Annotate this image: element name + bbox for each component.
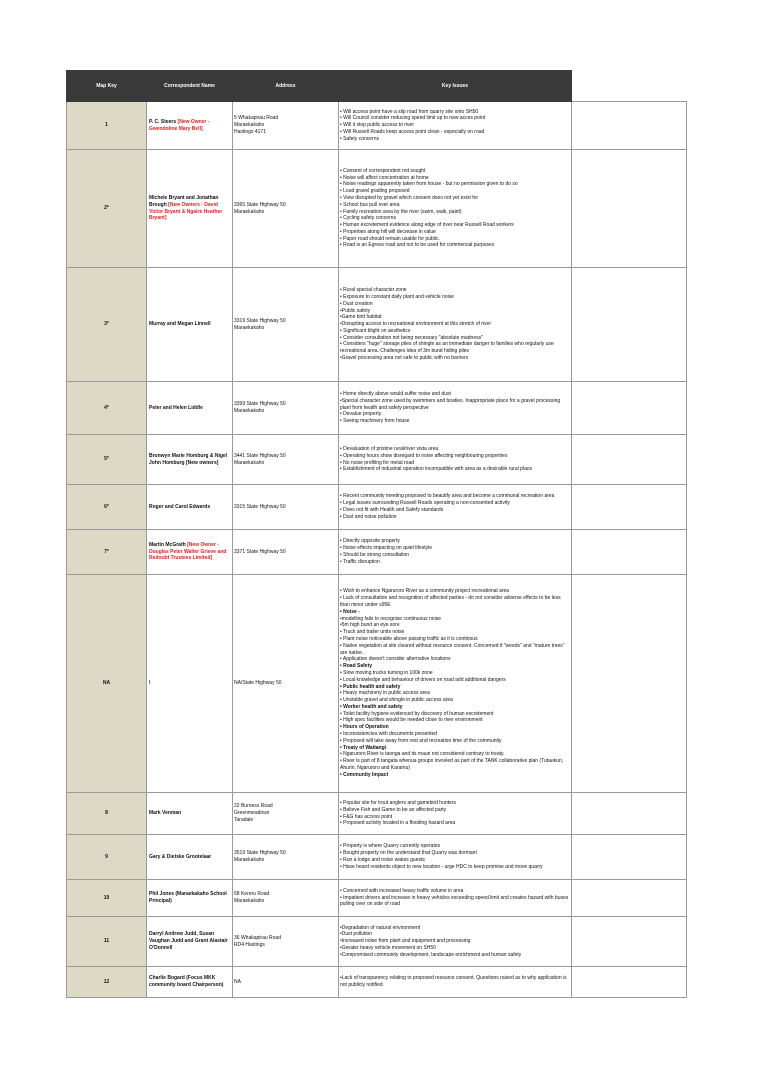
issue-item: • Legal issues surrounding Russell Roads operating a non-consented activity bbox=[340, 500, 510, 507]
correspondent-name: Martin McGrath bbox=[149, 541, 186, 548]
address-line: 3371 State Highway 50 bbox=[234, 548, 286, 555]
correspondent-name: P. C. Steers bbox=[149, 118, 177, 125]
correspondent-name-cell bbox=[147, 575, 233, 793]
blank-cell bbox=[572, 793, 687, 835]
issue-item: •Gravel processing area not safe to public with no barriers bbox=[340, 355, 469, 362]
issue-item: • Property is where Quarry currently operates bbox=[340, 843, 441, 850]
issue-item: •Disrupting access to recreational environment at this stretch of river bbox=[340, 321, 491, 328]
address-line: Taradale bbox=[234, 816, 254, 823]
blank-cell bbox=[572, 967, 687, 998]
address-line: Hastings 4171 bbox=[234, 128, 266, 135]
issue-item: • Ngaruroro River is taonga and its mauri not considered contrary to treaty. bbox=[340, 751, 505, 758]
key-issues-cell bbox=[339, 575, 572, 793]
issue-item: • Unstable gravel and shingle in public access area bbox=[340, 697, 453, 704]
correspondent-name: Mark Venman bbox=[149, 810, 182, 817]
issue-item: • Application doesn't consider alternative locations bbox=[340, 656, 451, 663]
address-cell bbox=[233, 382, 339, 435]
issue-item: •Lack of transparency relating to proposed resource consent. Questions raised as to why application is not publicly notified. bbox=[340, 975, 567, 988]
issue-item: • Operating hours show disregard to noise affecting neighbouring properties bbox=[340, 452, 508, 459]
issue-item: •Game bird habitat bbox=[340, 314, 382, 321]
address-line: 3441 State Highway 50 bbox=[234, 452, 286, 459]
key-issues-cell bbox=[339, 382, 572, 435]
map-key-cell: NA bbox=[67, 575, 147, 793]
correspondent-name: Charlie Bogard (Focus MKK community board Chairperson) bbox=[149, 975, 224, 988]
map-key-cell: 6* bbox=[67, 485, 147, 530]
correspondent-name: Phil Jones (Maraekakaho School Principal) bbox=[149, 891, 227, 904]
issue-item: • Does not fit with Health and Safefy standards bbox=[340, 507, 444, 513]
address-cell bbox=[233, 435, 339, 485]
issue-item: • Native vegetation at site cleared without resource consent. Concerned if "weeds" and "mature trees" are native.. bbox=[340, 642, 565, 656]
map-key-cell: 12 bbox=[67, 967, 147, 998]
issue-item: •Increased noise from plant and equipment and processing bbox=[340, 938, 471, 945]
blank-cell bbox=[572, 485, 687, 530]
table-row bbox=[67, 268, 687, 382]
address-cell bbox=[233, 268, 339, 382]
blank-cell bbox=[572, 917, 687, 967]
new-owner-note: [New Owners - David Victor Bryant & Ngaire Heather Bryant] bbox=[149, 201, 223, 222]
issue-item: • River is part of 8 tangata whenua groups invovled as part of the TANK collaborative plan (Tutaekuri, Ahuriri, Ngaruroro and Karamu) bbox=[340, 758, 564, 772]
table-row bbox=[67, 575, 687, 793]
correspondent-name-cell bbox=[147, 967, 233, 998]
issue-item: • High spec facilities would be needed close to river environment bbox=[340, 717, 483, 724]
address-cell bbox=[233, 150, 339, 268]
blank-cell bbox=[572, 382, 687, 435]
issue-item: • Consent of correspondent not sought bbox=[340, 167, 426, 174]
issue-item: • Concerned with increased heavy traffic volume in area bbox=[340, 887, 464, 894]
issue-item: • Seeing machinery from house bbox=[340, 418, 410, 425]
blank-cell bbox=[572, 435, 687, 485]
correspondent-name-cell bbox=[147, 485, 233, 530]
issue-item: •Degradation of natural environment bbox=[340, 924, 421, 931]
key-issues-cell bbox=[339, 835, 572, 880]
issue-item: • School bus pull over area bbox=[340, 201, 400, 208]
address-cell bbox=[233, 530, 339, 575]
blank-cell bbox=[572, 530, 687, 575]
issue-item: •modelling fails to recognise continuous noise bbox=[340, 615, 441, 622]
address-line: 5 Whakapirau Road bbox=[234, 115, 279, 122]
correspondent-name: Gary & Dietske Grootelaar bbox=[149, 853, 212, 860]
blank-cell bbox=[572, 150, 687, 268]
issue-item: •5m high bund an eye sore bbox=[340, 622, 400, 629]
correspondent-name-cell bbox=[147, 917, 233, 967]
issue-item: • Safety concerns bbox=[340, 135, 379, 142]
map-key-cell: 5* bbox=[67, 435, 147, 485]
issue-item: • Significant blight on aesthetics bbox=[340, 327, 411, 334]
map-key-cell: 9 bbox=[67, 835, 147, 880]
correspondent-name-cell bbox=[147, 835, 233, 880]
issue-item: • Lack of consultation and recognition of affected parties - do not consider adverse effects to be less than minor under s95E bbox=[340, 595, 561, 608]
issue-item: • Recent community meeting proposed to beautify area and become a communal recreation area bbox=[340, 493, 555, 500]
address-cell bbox=[233, 793, 339, 835]
key-issues-cell bbox=[339, 530, 572, 575]
issue-item: • View disrupted by gravel which consent does not yet exist for bbox=[340, 194, 479, 201]
table-row bbox=[67, 917, 687, 967]
issue-item: • Will Council consider reducing speed limit up to new acces point bbox=[340, 115, 486, 122]
issue-item: • Human excretement evidence along edge of river near Russell Road workers bbox=[340, 222, 514, 229]
correspondent-name: Peter and Helen Liddle bbox=[149, 404, 203, 411]
issue-item: • Impatient drivers and increase in heavy vehicles exceeding speed limit and creates hazard with buses pulling over on side of road bbox=[340, 894, 569, 908]
header-row bbox=[67, 71, 687, 102]
map-key-cell: 10 bbox=[67, 880, 147, 917]
issue-item: • Noise readings apparently taken from house - but no permission given to do so bbox=[340, 181, 518, 188]
correspondent-name: Roger and Carol Edwards bbox=[149, 503, 211, 510]
issue-item: • F&G has access point bbox=[340, 813, 393, 820]
issue-item: • Paper road should remain usable for public. bbox=[340, 235, 440, 242]
address-line: Maraekakaho bbox=[234, 208, 265, 215]
table-row bbox=[67, 382, 687, 435]
address-line: 3399 State Highway 50 bbox=[234, 401, 286, 408]
new-owner-note: [New Owner - Gwendoline Mary Bell] bbox=[149, 118, 210, 132]
issue-item: • Properties along hill will decrease in value bbox=[340, 228, 436, 235]
issue-item: • Proposed will take away from rest and recreation time of the community bbox=[340, 737, 502, 744]
correspondent-name: Michele Bryant and Jonathan Brough bbox=[149, 194, 219, 208]
issue-item: • Home directly above would suffer noise and dust bbox=[340, 391, 451, 397]
correspondent-name-cell bbox=[147, 150, 233, 268]
map-key-cell: 3* bbox=[67, 268, 147, 382]
blank-cell bbox=[572, 268, 687, 382]
issue-item: • Devalue property bbox=[340, 411, 382, 418]
address-line: 3365 State Highway 50 bbox=[234, 201, 286, 208]
header-map-key: Map Key bbox=[67, 71, 147, 102]
correspondent-name-cell bbox=[147, 435, 233, 485]
issue-item: •Compromised community development, landscape enrichment and human safety bbox=[340, 951, 522, 958]
map-key-cell: 1 bbox=[67, 102, 147, 150]
address-line: Maraekakaho bbox=[234, 408, 265, 414]
key-issues-cell bbox=[339, 102, 572, 150]
issue-item: • Popular site for trout anglers and gamebird hunters bbox=[340, 799, 456, 806]
address-line: 36 Whakapirau Road bbox=[234, 934, 281, 941]
address-line: NA/State Highway 50 bbox=[234, 680, 282, 687]
submissions-table bbox=[66, 70, 687, 998]
address-line: RD4 Hastings bbox=[234, 941, 265, 948]
issue-item: • Run a lodge and noise wakes guests bbox=[340, 857, 425, 863]
issue-item: •Greater heavy vehicle movement on SH50 bbox=[340, 944, 436, 951]
table-row bbox=[67, 435, 687, 485]
issue-item: • Road is an Egress road and not to be used for commercial purposes bbox=[340, 242, 495, 249]
correspondent-name: Darryl Andrew Judd, Susan Vaughan Judd and Grant Alastair O'Donnell bbox=[149, 931, 228, 951]
address-line: NA bbox=[234, 978, 241, 985]
issue-item: • Will access point have a slip road from quarry site onto SH50 bbox=[340, 108, 479, 115]
address-cell bbox=[233, 102, 339, 150]
new-owner-note: [New Owner - Douglas Peter Walter Grieve and Redoubt Trustees Limited] bbox=[149, 541, 227, 562]
correspondent-name-cell bbox=[147, 382, 233, 435]
map-key-cell: 7* bbox=[67, 530, 147, 575]
correspondent-name-cell bbox=[147, 268, 233, 382]
key-issues-cell bbox=[339, 967, 572, 998]
correspondent-name-cell bbox=[147, 793, 233, 835]
issue-item: • Traffic disruption bbox=[340, 558, 380, 565]
issue-item: • Road Safety bbox=[340, 663, 373, 670]
header-address: Address bbox=[233, 71, 339, 102]
key-issues-cell bbox=[339, 435, 572, 485]
issue-item: • Noise will affect concentration at home bbox=[340, 174, 429, 181]
address-cell bbox=[233, 575, 339, 793]
table-row bbox=[67, 485, 687, 530]
issue-item: • Truck and trailer units noise bbox=[340, 629, 405, 636]
address-line: 22 Burness Road bbox=[234, 803, 273, 810]
issue-item: • Have heard residents object to new location - urge HDC to keep promise and move quarry bbox=[340, 863, 543, 870]
issue-item: • Loud gravel grading proposed bbox=[340, 188, 410, 195]
issue-item: • Inconsistencies with documents presented bbox=[340, 731, 438, 738]
issue-item: • Rural special character zone bbox=[340, 287, 407, 294]
table-row bbox=[67, 793, 687, 835]
map-key-cell: 8 bbox=[67, 793, 147, 835]
issue-item: • Noise effects impacting on quiet lifestyle bbox=[340, 545, 432, 552]
issue-item: • Considers "huge" storage piles of shingle as an immediate danger to families who regularly use recreational area. Challenges idea of 3m bund hiding piles bbox=[340, 341, 554, 355]
correspondent-name: Murray and Megan Linnell bbox=[149, 321, 211, 328]
key-issues-cell bbox=[339, 268, 572, 382]
address-line: Maraekakaho bbox=[234, 122, 265, 129]
header-correspondent-name: Correspondent Name bbox=[147, 71, 233, 102]
address-line: 3315 State Highway 50 bbox=[234, 503, 286, 510]
map-key-cell: 4* bbox=[67, 382, 147, 435]
table-row bbox=[67, 102, 687, 150]
issue-item: • Wish to enhance Ngaruroro River as a community project recreational area bbox=[340, 588, 510, 595]
key-issues-cell bbox=[339, 917, 572, 967]
issue-item: • Cycling safety concerns bbox=[340, 215, 396, 222]
table-row bbox=[67, 967, 687, 998]
issue-item: • Community Impact bbox=[340, 771, 389, 778]
issue-item: • Proposed activity located in a flooding hazard area bbox=[340, 820, 456, 827]
address-line: Maraekakaho bbox=[234, 898, 265, 904]
issue-item: • Toilet facility hygiene evidenced by discovery of human excretement bbox=[340, 710, 494, 717]
map-key-cell: 2* bbox=[67, 150, 147, 268]
address-cell bbox=[233, 967, 339, 998]
address-line: 68 Kereru Road bbox=[234, 891, 270, 898]
issue-item: • No noise profiling for metal road bbox=[340, 459, 415, 466]
issue-item: • Worker health and safety bbox=[340, 703, 403, 710]
address-line: 3519 State Highway 50 bbox=[234, 850, 286, 857]
issue-item: • Believe Fish and Game to be an affected party bbox=[340, 806, 447, 813]
issue-item: • Devaluation of pristine rural/river vista area bbox=[340, 445, 439, 452]
issue-item: • Directly opposite property bbox=[340, 538, 400, 545]
issue-item: • Family recreation area by the river (swim, walk, paint) bbox=[340, 208, 462, 215]
address-line: Maraekakaho bbox=[234, 459, 265, 466]
correspondent-name-cell bbox=[147, 530, 233, 575]
issue-item: • Dust and noise pollution bbox=[340, 513, 397, 520]
map-key-cell: 11 bbox=[67, 917, 147, 967]
issue-item: • Bought property on the understand that Quarry was dormant bbox=[340, 850, 477, 857]
issue-item: • Consider consultation not being necessary "absolute madness" bbox=[340, 334, 483, 341]
address-cell bbox=[233, 485, 339, 530]
table-row bbox=[67, 835, 687, 880]
issue-item: • Plant noise noticeable above passing traffic as it is continous bbox=[340, 635, 478, 642]
address-cell bbox=[233, 880, 339, 917]
correspondent-name-cell bbox=[147, 102, 233, 150]
key-issues-cell bbox=[339, 793, 572, 835]
key-issues-cell bbox=[339, 150, 572, 268]
correspondent-name: Bronwyn Marie Homburg & Nigel John Homburg [New owners] bbox=[149, 452, 228, 466]
issue-item: • Local knowledge and behaviour of drivers on road add additional dangers bbox=[340, 676, 506, 683]
issue-item: • Public health and safety bbox=[340, 683, 401, 690]
issue-item: • Exposure to constant daily plant and vehicle noise bbox=[340, 293, 455, 300]
header-key-issues: Key Issues bbox=[339, 71, 572, 102]
blank-cell bbox=[572, 835, 687, 880]
table-row bbox=[67, 530, 687, 575]
issue-item: • Will it stop public access to river bbox=[340, 122, 414, 129]
table-row bbox=[67, 150, 687, 268]
blank-cell bbox=[572, 575, 687, 793]
issue-item: • Dust creation bbox=[340, 300, 373, 307]
issue-item: • Heavy machinery in public access area bbox=[340, 690, 430, 697]
issue-item: • Should be strong consultation bbox=[340, 552, 410, 558]
blank-cell bbox=[572, 880, 687, 917]
issue-item: • Establishment of industrial operation incompatible with area as a desirable rural place bbox=[340, 466, 533, 473]
key-issues-cell bbox=[339, 880, 572, 917]
address-line: Greenmeadows bbox=[234, 810, 270, 817]
issue-item: • Treaty of Waitangi bbox=[340, 744, 387, 751]
blank-cell bbox=[572, 102, 687, 150]
address-line: 3319 State Highway 50 bbox=[234, 317, 286, 324]
issue-item: • Will Russell Roads keep access point clean - especially on road bbox=[340, 128, 485, 135]
issue-item: •Special character zone used by swimmers and boaties. Inappropriate place for a gravel processing plant from health and safety perspective bbox=[340, 397, 561, 411]
issue-item: • Hours of Operation bbox=[340, 724, 389, 731]
table-row bbox=[67, 880, 687, 917]
correspondent-name: \ bbox=[149, 680, 151, 687]
address-line: Maraekakaho bbox=[234, 857, 265, 863]
key-issues-cell bbox=[339, 485, 572, 530]
correspondent-name-cell bbox=[147, 880, 233, 917]
issue-item: •Public safety bbox=[340, 307, 371, 314]
address-cell bbox=[233, 917, 339, 967]
address-line: Maraekakaho bbox=[234, 324, 265, 331]
issue-item: • Slow moving trucks turning in 100k zone bbox=[340, 669, 433, 676]
issue-item: • Noise - bbox=[340, 608, 360, 615]
address-cell bbox=[233, 835, 339, 880]
issue-item: •Dust pollution bbox=[340, 931, 373, 938]
header-blank bbox=[572, 71, 687, 102]
